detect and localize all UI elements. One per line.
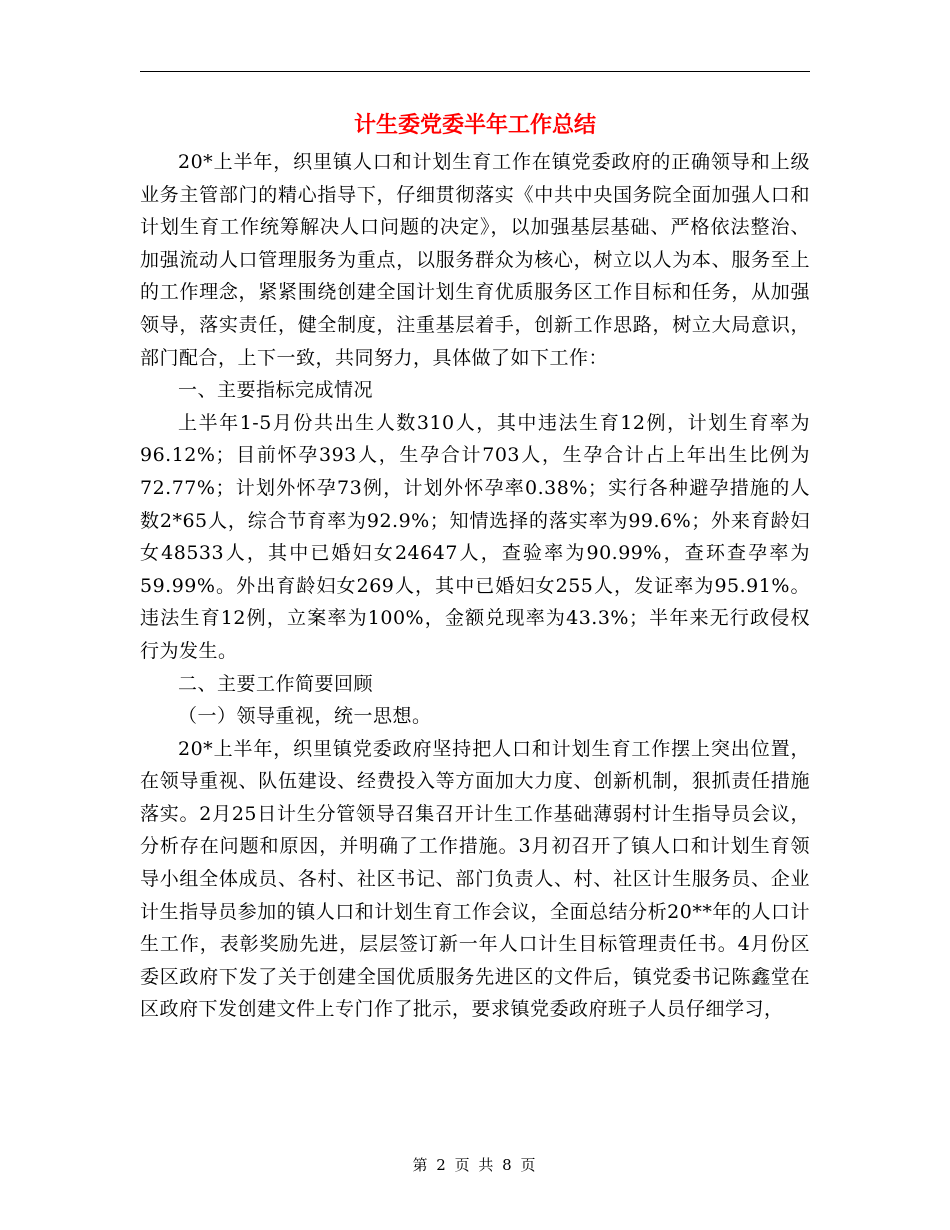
page-number-footer: 第 2 页 共 8 页: [412, 1156, 538, 1174]
intro-paragraph: 20*上半年，织里镇人口和计划生育工作在镇党委政府的正确领导和上级业务主管部门的精心指导下，仔细贯彻落实《中共中央国务院全面加强人口和计划生育工作统筹解决人口问题的决定》，以加强基层基础、严格依法整治、加强流动人口管理服务为重点，以服务群众为核心，树立以人为本、服务至上的工作理念，紧紧围绕创建全国计划生育优质服务区工作目标和任务，从加强领导，落实责任，健全制度，注重基层着手，创新工作思路，树立大局意识，部门配合，上下一致，共同努力，具体做了如下工作：: [140, 151, 810, 369]
header-rule: [140, 71, 810, 72]
document-body: [140, 146, 810, 1026]
document-title: 计生委党委半年工作总结: [353, 113, 596, 138]
section-heading-indicators: 一、主要指标完成情况: [178, 379, 374, 402]
subsection-heading-leadership: （一）领导重视，统一思想。: [178, 705, 432, 728]
leadership-paragraph: 20*上半年，织里镇党委政府坚持把人口和计划生育工作摆上突出位置，在领导重视、队伍建设、经费投入等方面加大力度、创新机制，狠抓责任措施落实。2月25日计生分管领导召集召开计生工作基础薄弱村计生指导员会议，分析存在问题和原因，并明确了工作措施。3月初召开了镇人口和计划生育领导小组全体成员、各村、社区书记、部门负责人、村、社区计生服务员、企业计生指导员参加的镇人口和计划生育工作会议，全面总结分析20**年的人口计生工作，表彰奖励先进，层层签订新一年人口计生目标管理责任书。4月份区委区政府下发了关于创建全国优质服务先进区的文件后，镇党委书记陈鑫堂在区政府下发创建文件上专门作了批示，要求镇党委政府班子人员仔细学习，: [140, 737, 810, 1021]
indicators-paragraph: 上半年1-5月份共出生人数310人，其中违法生育12例，计划生育率为96.12%；目前怀孕393人，生孕合计703人，生孕合计占上年出生比例为72.77%；计划外怀孕73例，计划外怀孕率0.38%；实行各种避孕措施的人数2*65人，综合节育率为92.9%；知情选择的落实率为99.6%；外来育龄妇女48533人，其中已婚妇女24647人，查验率为90.99%，查环查孕率为59.99%。外出育龄妇女269人，其中已婚妇女255人，发证率为95.91%。违法生育12例，立案率为100%，金额兑现率为43.3%；半年来无行政侵权行为发生。: [140, 411, 810, 662]
section-heading-review: 二、主要工作简要回顾: [178, 672, 374, 695]
